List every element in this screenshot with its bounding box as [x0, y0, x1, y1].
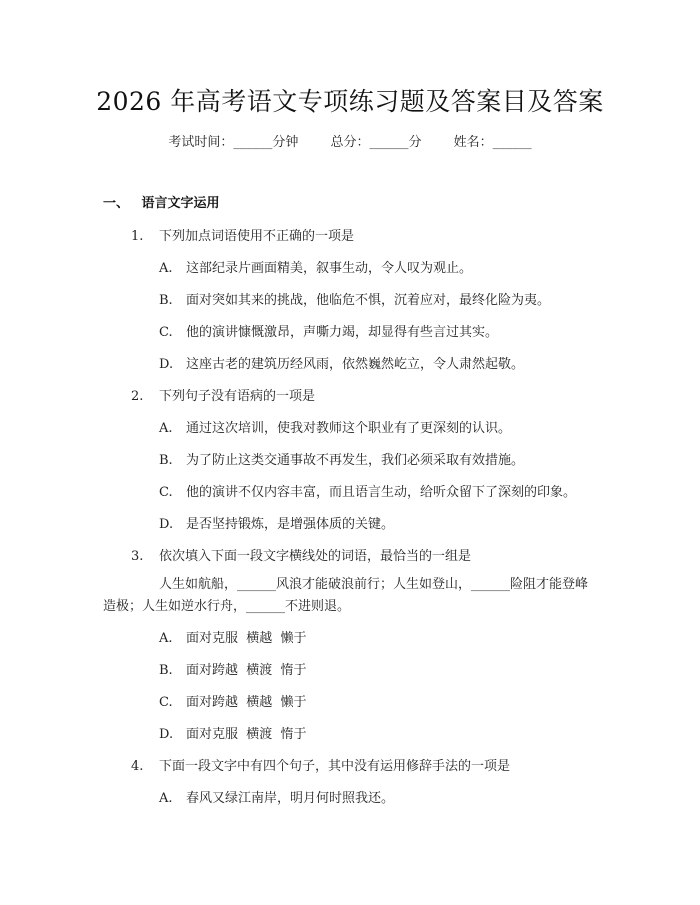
option-letter: B.: [159, 663, 173, 678]
option-text: 他的演讲不仅内容丰富，而且语言生动，给听众留下了深刻的印象。: [186, 485, 577, 500]
question-text: 下列加点词语使用不正确的一项是: [159, 229, 355, 244]
option-text: 春风又绿江南岸，明月何时照我还。: [186, 791, 395, 806]
answer-option: [159, 627, 307, 646]
option-text: 他的演讲慷慨激昂，声嘶力竭，却显得有些言过其实。: [186, 325, 499, 340]
option-text: 面对跨越 横渡 惰于: [186, 663, 307, 678]
question-text: 下面一段文字中有四个句子，其中没有运用修辞手法的一项是: [159, 759, 511, 774]
option-letter: B.: [159, 293, 173, 308]
exam-time-field: 考试时间：______分钟: [168, 135, 299, 150]
answer-option: [159, 321, 498, 340]
section-title: 语言文字运用: [141, 196, 220, 211]
option-letter: C.: [159, 695, 173, 710]
answer-option: [159, 417, 511, 436]
total-score-field: 总分：______分: [330, 135, 422, 150]
page-title: 2026 年高考语文专项练习题及答案目及答案: [96, 87, 604, 116]
option-text: 为了防止这类交通事故不再发生，我们必须采取有效措施。: [186, 453, 525, 468]
section-heading: [103, 192, 220, 211]
answer-option: [159, 723, 307, 742]
question-text: 下列句子没有语病的一项是: [159, 389, 316, 404]
name-field: 姓名：______: [453, 135, 532, 150]
question-number: 2.: [131, 389, 144, 404]
question-stem: [131, 225, 354, 244]
option-letter: A.: [159, 791, 173, 806]
option-letter: C.: [159, 325, 173, 340]
option-text: 面对跨越 横越 懒于: [186, 695, 307, 710]
option-text: 面对克服 横渡 惰于: [186, 727, 307, 742]
answer-option: [159, 513, 394, 532]
fill-blank-passage: 人生如航船，______风浪才能破浪前行；人生如登山，______险阻才能登峰造极；人生如逆水行舟，______不进则退。: [103, 577, 589, 614]
option-text: 这座古老的建筑历经风雨，依然巍然屹立，令人肃然起敬。: [186, 357, 525, 372]
question-text: 依次填入下面一段文字横线处的词语，最恰当的一组是: [159, 549, 472, 564]
answer-option: [159, 257, 472, 276]
option-letter: D.: [159, 357, 174, 372]
answer-option: [159, 787, 394, 806]
question-number: 4.: [131, 759, 144, 774]
option-letter: D.: [159, 727, 174, 742]
answer-option: [159, 659, 307, 678]
exam-info-line: [0, 131, 700, 150]
answer-option: [159, 289, 550, 308]
answer-option: [159, 481, 576, 500]
answer-option: [159, 353, 524, 372]
question-number: 3.: [131, 549, 144, 564]
option-text: 面对克服 横越 懒于: [186, 631, 307, 646]
option-letter: B.: [159, 453, 173, 468]
question-stem: [131, 545, 471, 564]
option-letter: A.: [159, 261, 173, 276]
option-text: 通过这次培训，使我对教师这个职业有了更深刻的认识。: [186, 421, 512, 436]
answer-option: [159, 449, 524, 468]
option-text: 面对突如其来的挑战，他临危不惧，沉着应对，最终化险为夷。: [186, 293, 551, 308]
section-number: 一、: [103, 196, 130, 211]
option-letter: A.: [159, 421, 173, 436]
question-stem: [131, 755, 510, 774]
option-text: 是否坚持锻炼，是增强体质的关键。: [186, 517, 395, 532]
option-letter: C.: [159, 485, 173, 500]
answer-option: [159, 691, 307, 710]
option-letter: A.: [159, 631, 173, 646]
question-stem: [131, 385, 315, 404]
option-letter: D.: [159, 517, 174, 532]
option-text: 这部纪录片画面精美，叙事生动，令人叹为观止。: [186, 261, 473, 276]
question-number: 1.: [131, 229, 144, 244]
